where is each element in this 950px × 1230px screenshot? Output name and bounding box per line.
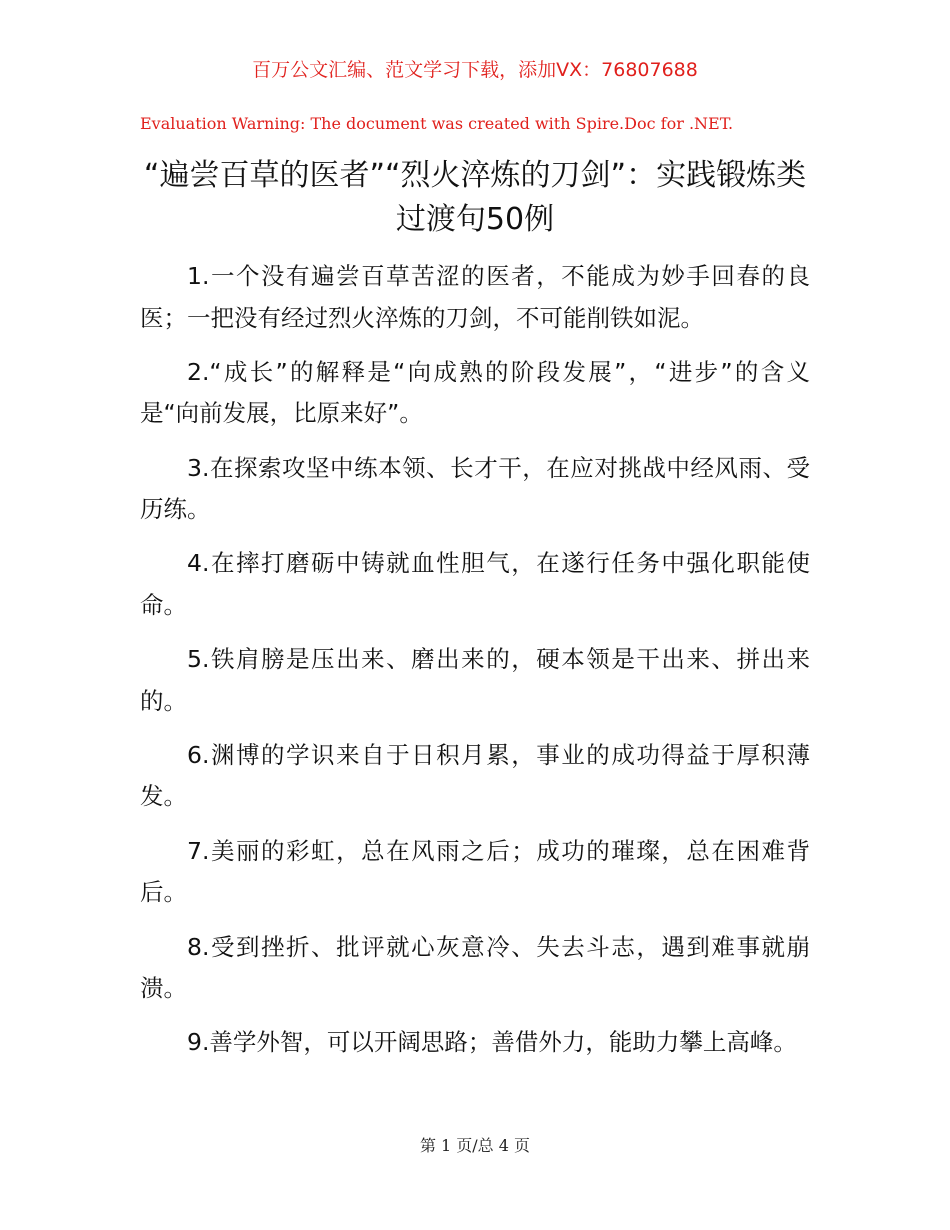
document-title: “遍尝百草的医者”“烈火淬炼的刀剑”：实践锻炼类过渡句50例 (143, 158, 807, 237)
paragraph-item: 4.在摔打磨砺中铸就血性胆气，在遂行任务中强化职能使命。 (140, 549, 810, 619)
paragraph-item: 5.铁肩膀是压出来、磨出来的，硬本领是干出来、拼出来的。 (140, 645, 810, 715)
paragraph-item: 9.善学外智，可以开阔思路；善借外力，能助力攀上高峰。 (187, 1028, 797, 1057)
promo-header-banner: 百万公文汇编、范文学习下载，添加VX：76807688 (252, 59, 698, 81)
paragraph-item: 1.一个没有遍尝百草苦涩的医者，不能成为妙手回春的良医；一把没有经过烈火淬炼的刀剑，不可能削铁如泥。 (140, 262, 810, 332)
paragraph-item: 3.在探索攻坚中练本领、长才干，在应对挑战中经风雨、受历练。 (140, 453, 810, 524)
page-number-footer: 第 1 页/总 4 页 (419, 1136, 531, 1155)
paragraph-list (140, 256, 810, 1077)
evaluation-warning: Evaluation Warning: The document was created with Spire.Doc for .NET. (140, 114, 734, 133)
paragraph-item: 6.渊博的学识来自于日积月累，事业的成功得益于厚积薄发。 (140, 740, 810, 811)
paragraph-item: 8.受到挫折、批评就心灰意冷、失去斗志，遇到难事就崩溃。 (140, 932, 810, 1003)
paragraph-item: 7.美丽的彩虹，总在风雨之后；成功的璀璨，总在困难背后。 (140, 836, 810, 907)
paragraph-item: 2.“成长”的解释是“向成熟的阶段发展”，“进步”的含义是“向前发展，比原来好”。 (140, 357, 810, 428)
